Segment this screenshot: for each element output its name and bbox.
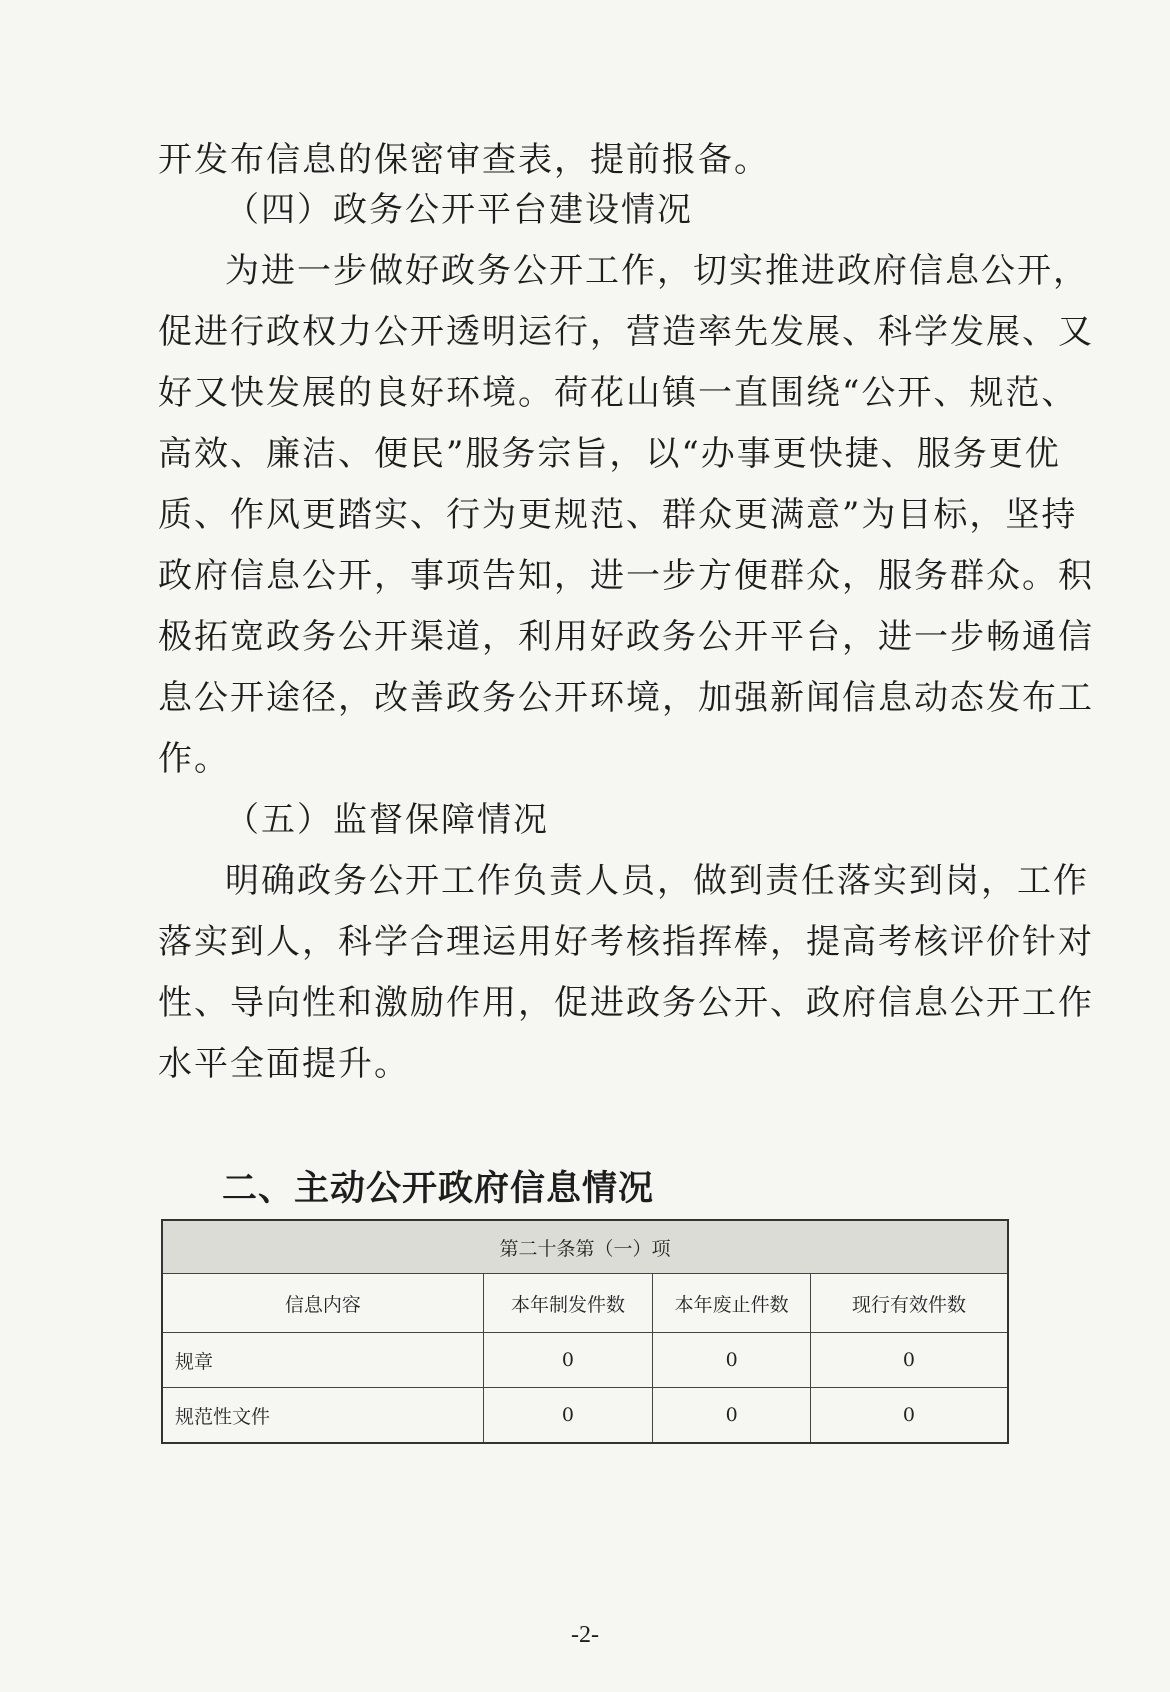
paragraph-line: 落实到人，科学合理运用好考核指挥棒，提高考核评价针对 xyxy=(158,922,1094,962)
paragraph-line: 促进行政权力公开透明运行，营造率先发展、科学发展、又 xyxy=(158,312,1094,352)
table-title-row xyxy=(162,1220,1008,1274)
row-label: 规范性文件 xyxy=(162,1388,483,1444)
info-table xyxy=(161,1219,1009,1444)
table-cell: 0 xyxy=(810,1333,1008,1388)
row-label: 规章 xyxy=(162,1333,483,1388)
subheading-supervision: （五）监督保障情况 xyxy=(225,800,549,840)
paragraph-line: 为进一步做好政务公开工作，切实推进政府信息公开， xyxy=(225,251,1089,291)
column-header: 现行有效件数 xyxy=(810,1274,1008,1333)
table-cell: 0 xyxy=(483,1388,653,1444)
paragraph-line: 开发布信息的保密审查表，提前报备。 xyxy=(158,140,770,180)
column-header: 本年制发件数 xyxy=(483,1274,653,1333)
paragraph-line: 极拓宽政务公开渠道，利用好政务公开平台，进一步畅通信 xyxy=(158,617,1094,657)
column-header: 信息内容 xyxy=(162,1274,483,1333)
table-cell: 0 xyxy=(653,1333,811,1388)
paragraph-line: 高效、廉洁、便民”服务宗旨，以“办事更快捷、服务更优 xyxy=(158,434,1061,474)
section-title: 二、主动公开政府信息情况 xyxy=(222,1169,655,1209)
paragraph-line: 息公开途径，改善政务公开环境，加强新闻信息动态发布工 xyxy=(158,678,1094,718)
paragraph-line: 质、作风更踏实、行为更规范、群众更满意”为目标，坚持 xyxy=(158,495,1078,535)
table-cell: 0 xyxy=(653,1388,811,1444)
paragraph-line: 水平全面提升。 xyxy=(158,1044,410,1084)
table-row xyxy=(162,1333,1008,1388)
paragraph-line: 作。 xyxy=(158,739,230,779)
table-row xyxy=(162,1388,1008,1444)
subheading-platform: （四）政务公开平台建设情况 xyxy=(225,190,693,230)
page-number: -2- xyxy=(571,1622,599,1648)
paragraph-line: 性、导向性和激励作用，促进政务公开、政府信息公开工作 xyxy=(158,983,1094,1023)
table-header-row xyxy=(162,1274,1008,1333)
paragraph-line: 好又快发展的良好环境。荷花山镇一直围绕“公开、规范、 xyxy=(158,373,1078,413)
paragraph-line: 政府信息公开，事项告知，进一步方便群众，服务群众。积 xyxy=(158,556,1094,596)
table-cell: 0 xyxy=(810,1388,1008,1444)
paragraph-line: 明确政务公开工作负责人员，做到责任落实到岗，工作 xyxy=(225,861,1089,901)
table-title: 第二十条第（一）项 xyxy=(162,1220,1008,1274)
table-cell: 0 xyxy=(483,1333,653,1388)
column-header: 本年废止件数 xyxy=(653,1274,811,1333)
